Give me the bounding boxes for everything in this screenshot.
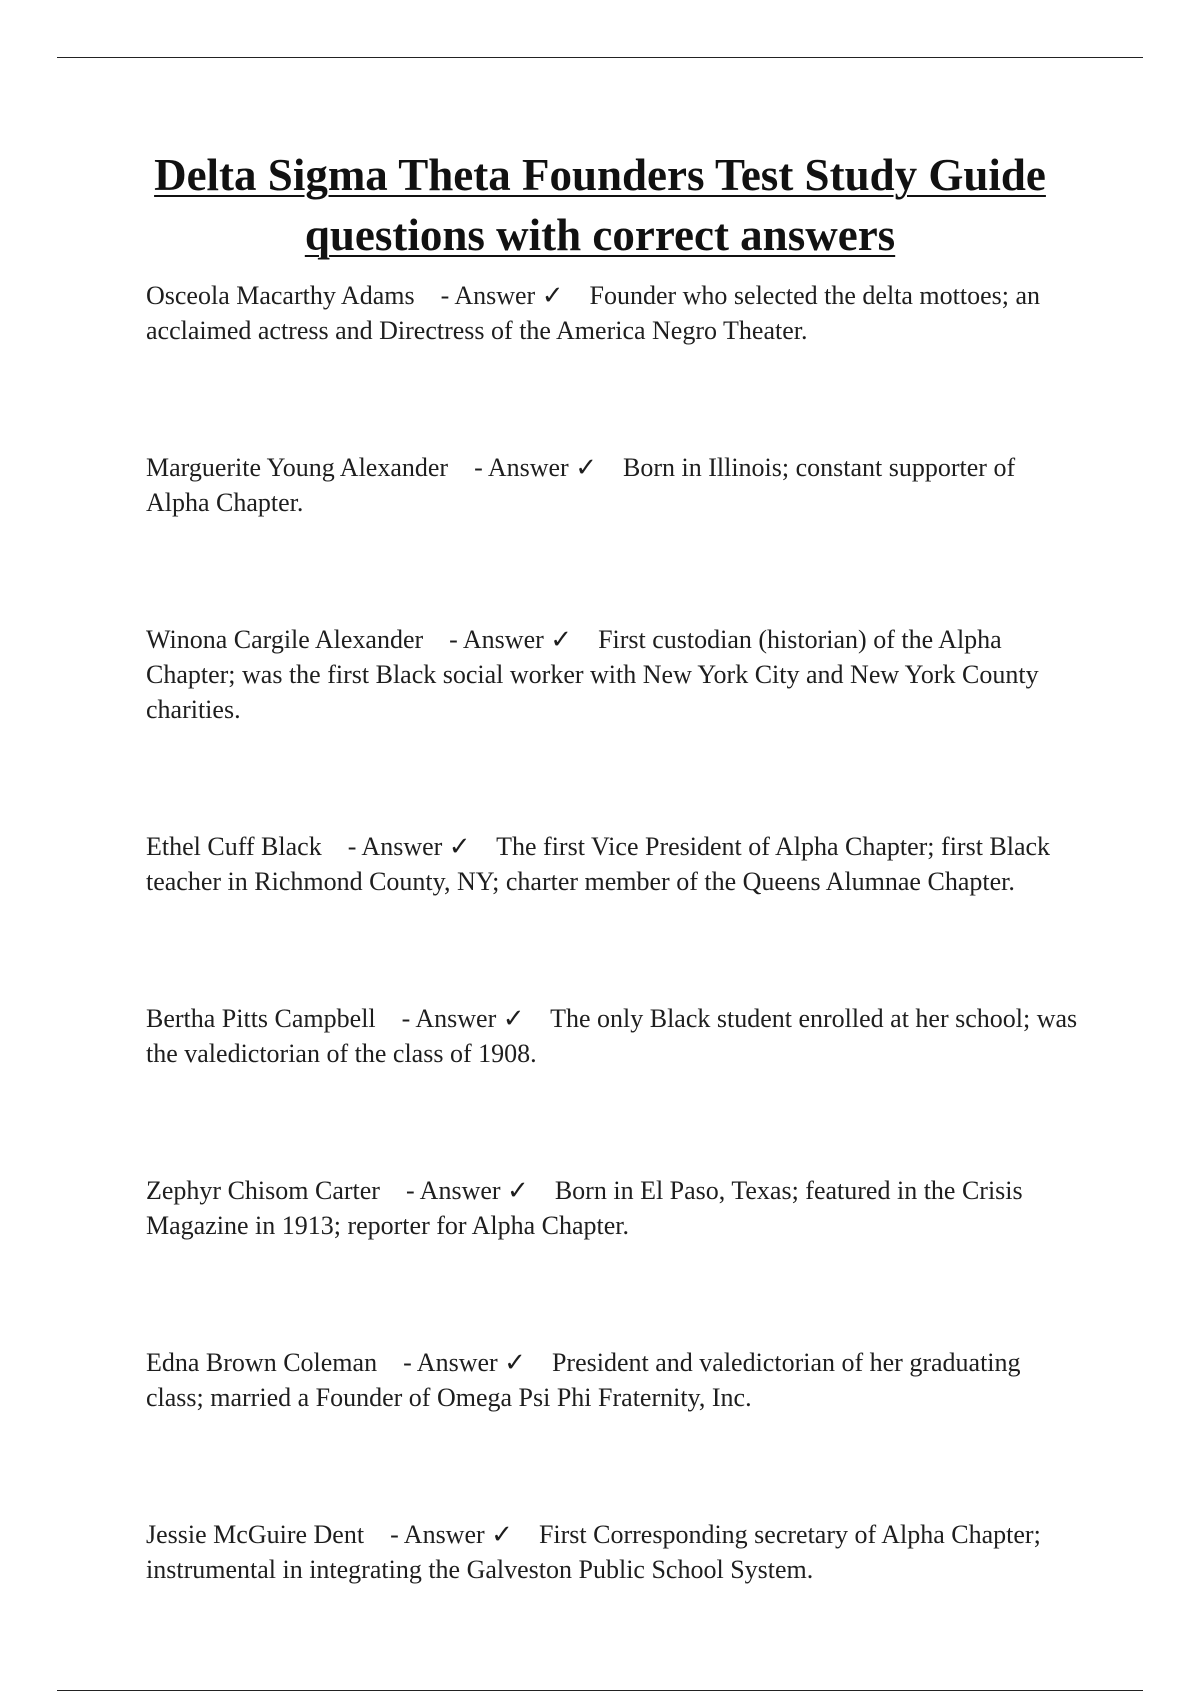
qa-answer: The first Vice President of Alpha Chapter; first Black teacher in Richmond County, NY; charter member of the Queens Alumnae Chapter. — [146, 832, 1051, 896]
qa-answer: First custodian (historian) of the Alpha Chapter; was the first Black social worker with New York City and New York County charities. — [146, 625, 1039, 724]
page-title: Delta Sigma Theta Founders Test Study Guide questions with correct answers — [154, 150, 1046, 260]
qa-term: Edna Brown Coleman — [146, 1348, 378, 1377]
qa-item — [146, 1345, 1081, 1415]
answer-label: - Answer — [390, 1520, 485, 1549]
check-icon: ✓ — [448, 832, 471, 861]
qa-term: Marguerite Young Alexander — [146, 453, 449, 482]
check-icon: ✓ — [507, 1176, 529, 1205]
qa-item — [146, 1517, 1081, 1587]
answer-label: - Answer — [405, 1176, 501, 1205]
qa-term: Bertha Pitts Campbell — [146, 1004, 376, 1033]
qa-item — [146, 829, 1081, 899]
answer-label: - Answer — [347, 832, 443, 861]
qa-answer: Founder who selected the delta mottoes; an acclaimed actress and Directress of the America Negro Theater. — [146, 281, 1041, 345]
qa-term: Osceola Macarthy Adams — [146, 281, 415, 310]
qa-item — [146, 1173, 1081, 1243]
answer-label: - Answer — [449, 625, 544, 654]
answer-label: - Answer — [401, 1004, 497, 1033]
check-icon: ✓ — [541, 281, 564, 310]
qa-item — [146, 622, 1081, 727]
qa-list — [146, 278, 1081, 1587]
qa-answer: Born in Illinois; constant supporter of Alpha Chapter. — [146, 453, 1016, 517]
bottom-rule — [57, 1690, 1143, 1691]
answer-label: - Answer — [440, 281, 536, 310]
qa-answer: The only Black student enrolled at her school; was the valedictorian of the class of 1908. — [146, 1004, 1078, 1068]
qa-term: Zephyr Chisom Carter — [146, 1176, 380, 1205]
qa-term: Winona Cargile Alexander — [146, 625, 424, 654]
qa-item — [146, 1001, 1081, 1071]
qa-answer: President and valedictorian of her graduating class; married a Founder of Omega Psi Phi Fraternity, Inc. — [146, 1348, 1021, 1412]
top-rule — [57, 57, 1143, 58]
check-icon: ✓ — [502, 1004, 525, 1033]
check-icon: ✓ — [504, 1348, 526, 1377]
qa-answer: First Corresponding secretary of Alpha Chapter; instrumental in integrating the Galveston Public School System. — [146, 1520, 1041, 1584]
answer-label: - Answer — [403, 1348, 498, 1377]
qa-item — [146, 450, 1081, 520]
qa-term: Ethel Cuff Black — [146, 832, 322, 861]
qa-item — [146, 278, 1081, 348]
qa-term: Jessie McGuire Dent — [146, 1520, 365, 1549]
check-icon: ✓ — [575, 453, 597, 482]
qa-answer: Born in El Paso, Texas; featured in the Crisis Magazine in 1913; reporter for Alpha Chapter. — [146, 1176, 1023, 1240]
check-icon: ✓ — [491, 1520, 513, 1549]
answer-label: - Answer — [474, 453, 569, 482]
check-icon: ✓ — [550, 625, 573, 654]
